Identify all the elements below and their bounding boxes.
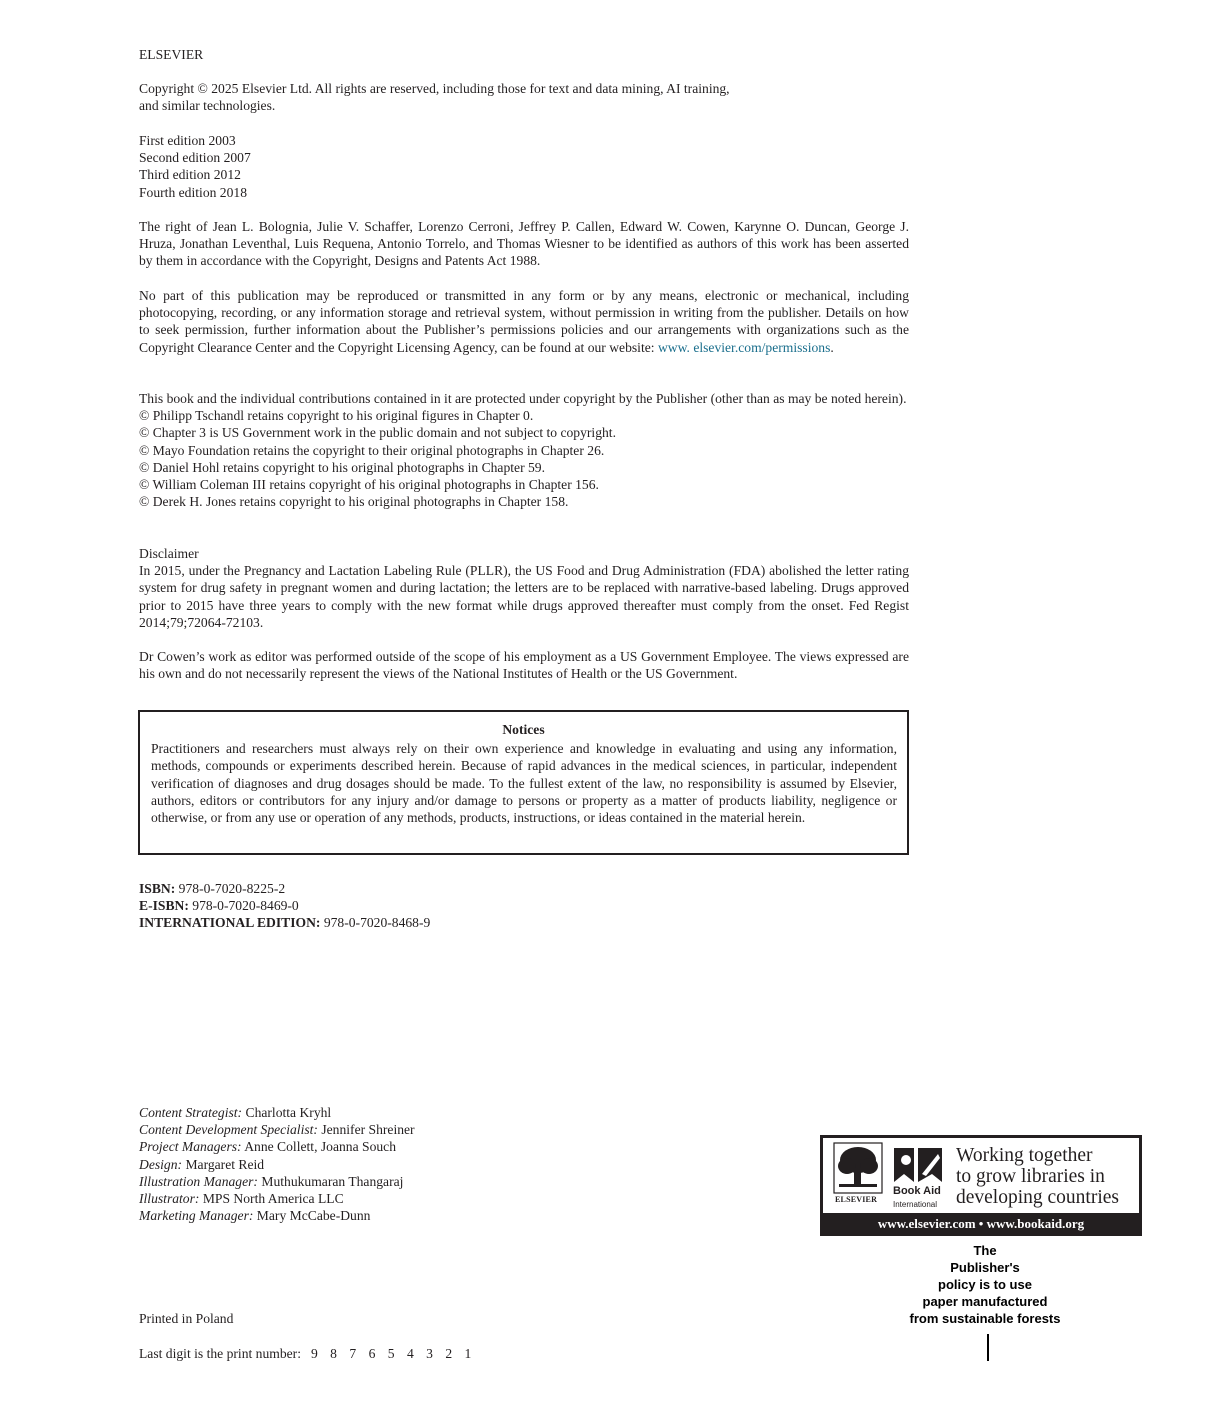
credit-role: Illustrator: <box>139 1191 200 1207</box>
credit-item <box>139 1207 639 1224</box>
credit-role: Marketing Manager: <box>139 1208 254 1224</box>
publisher-name: ELSEVIER <box>139 47 204 62</box>
edition-item: First edition 2003 <box>139 133 236 148</box>
logo-footer-urls: www.elsevier.com • www.bookaid.org <box>877 1216 1085 1231</box>
elsevier-logo-label: ELSEVIER <box>835 1195 878 1204</box>
credit-name: Mary McCabe-Dunn <box>256 1208 371 1224</box>
authors-rights-paragraph: The right of Jean L. Bolognia, Julie V. Schaffer, Lorenzo Cerroni, Jeffrey P. Callen, Edward W. Cowen, Karynne O. Duncan, George J. Hruza, Jonathan Leventhal, Luis Requena, Antonio Torrelo, and Thomas Wiesner to be identified as authors of this work has been asserted by them in accordance with the Copyright, Designs and Patents Act 1988. <box>139 219 909 269</box>
credit-item <box>139 1138 639 1155</box>
credit-item <box>139 1121 639 1138</box>
policy-line: Publisher's <box>950 1260 1020 1275</box>
credit-item <box>139 1190 639 1207</box>
permissions-paragraph <box>139 287 909 356</box>
edition-item: Third edition 2012 <box>139 167 241 183</box>
policy-divider <box>987 1334 989 1361</box>
credit-item <box>139 1173 639 1190</box>
isbn-item <box>139 880 909 897</box>
copyright-line: and similar technologies. <box>139 98 276 114</box>
isbn-value: 978-0-7020-8225-2 <box>178 881 286 896</box>
book-aid-icon <box>892 1144 944 1184</box>
notices-title: Notices <box>502 722 545 737</box>
notices-text: Practitioners and researchers must always rely on their own experience and knowledge in evaluating and using any information, methods, compounds or experiments described herein. Because of rapid advances in the medical sciences, in particular, independent verification of diagnoses and drug dosages should be made. To the fullest extent of the law, no responsibility is assumed by Elsevier, authors, editors or contributors for any injury and/or damage to persons or property as a matter of products liability, negligence or otherwise, or from any use or operation of any methods, products, instructions, or ideas contained in the material herein. <box>151 741 897 826</box>
book-aid-logo <box>820 1135 1142 1236</box>
copyright-holder-item: © Chapter 3 is US Government work in the public domain and not subject to copyright. <box>139 425 616 441</box>
isbn-item <box>139 897 909 914</box>
copyright-holder-item: © Derek H. Jones retains copyright to his original photographs in Chapter 158. <box>139 494 569 510</box>
cowen-paragraph: Dr Cowen’s work as editor was performed outside of the scope of his employment as a US Government Employee. The views expressed are his own and do not necessarily represent the views of the National Institutes of Health or the US Government. <box>139 649 909 682</box>
credit-name: MPS North America LLC <box>202 1191 344 1207</box>
credit-role: Content Strategist: <box>139 1105 243 1120</box>
tagline-line: to grow libraries in <box>956 1166 1105 1187</box>
policy-line: from sustainable forests <box>909 1311 1061 1326</box>
disclaimer-section <box>139 545 909 631</box>
isbn-item <box>139 914 909 931</box>
permissions-link[interactable]: www. elsevier.com/permissions <box>657 339 831 355</box>
policy-line: paper manufactured <box>922 1294 1048 1309</box>
notices-box <box>138 710 909 855</box>
print-number-label: Last digit is the print number: <box>139 1346 301 1361</box>
copyright-holder-item: © Daniel Hohl retains copyright to his original photographs in Chapter 59. <box>139 459 545 475</box>
isbn-label: E-ISBN: <box>139 898 189 914</box>
copyright-holder-item: © Philipp Tschandl retains copyright to his original figures in Chapter 0. <box>139 408 534 424</box>
isbn-value: 978-0-7020-8469-0 <box>192 898 299 914</box>
edition-item: Second edition 2007 <box>139 150 251 166</box>
credit-name: Anne Collett, Joanna Souch <box>244 1139 396 1155</box>
copyright-notice <box>139 80 909 114</box>
credit-role: Project Managers: <box>139 1139 242 1155</box>
disclaimer-heading: Disclaimer <box>139 546 199 561</box>
copyright-holder-item: © William Coleman III retains copyright of his original photographs in Chapter 156. <box>139 477 599 493</box>
credit-role: Content Development Specialist: <box>139 1122 318 1138</box>
edition-item: Fourth edition 2018 <box>139 184 247 200</box>
isbn-value: 978-0-7020-8468-9 <box>323 915 431 931</box>
tagline-line: Working together <box>956 1145 1093 1166</box>
production-credits <box>139 1104 639 1224</box>
credit-name: Jennifer Shreiner <box>321 1122 415 1138</box>
book-aid-sublabel: International <box>893 1200 938 1209</box>
credit-item <box>139 1156 639 1173</box>
print-number-line <box>139 1345 639 1362</box>
copyright-holder-item: © Mayo Foundation retains the copyright to their original photographs in Chapter 26. <box>139 442 605 458</box>
isbn-label: ISBN: <box>139 881 176 896</box>
credit-name: Margaret Reid <box>185 1156 265 1172</box>
printed-in: Printed in Poland <box>139 1311 234 1326</box>
credit-role: Illustration Manager: <box>139 1173 258 1189</box>
book-aid-label: Book Aid <box>893 1185 941 1197</box>
logo-tagline <box>956 1145 1119 1208</box>
isbn-label: INTERNATIONAL EDITION: <box>139 915 321 931</box>
elsevier-tree-icon <box>833 1142 883 1194</box>
credit-name: Muthukumaran Thangaraj <box>261 1173 404 1189</box>
print-digits: 9 8 7 6 5 4 3 2 1 <box>310 1346 472 1361</box>
disclaimer-text: In 2015, under the Pregnancy and Lactation Labeling Rule (PLLR), the US Food and Drug Administration (FDA) abolished the letter rating system for drug safety in pregnant women and during lactation; the letters are to be replaced with narrative-based labeling. Drugs approved prior to 2015 have three years to comply with the new format while drugs approved thereafter must comply from the onset. Fed Regist 2014;79;72064-72103. <box>139 563 909 630</box>
protection-section <box>139 390 909 510</box>
policy-line: policy is to use <box>938 1277 1032 1292</box>
credit-name: Charlotta Kryhl <box>245 1105 332 1120</box>
copyright-line: Copyright © 2025 Elsevier Ltd. All rights are reserved, including those for text and data mining, AI training, <box>139 81 730 96</box>
isbn-list <box>139 880 909 932</box>
credit-item <box>139 1104 639 1121</box>
credit-role: Design: <box>139 1156 183 1172</box>
permissions-text: No part of this publication may be reproduced or transmitted in any form or by any means, electronic or mechanical, including photocopying, recording, or any information storage and retrieval system, without permission in writing from the publisher. Details on how to seek permission, further information about the Publisher’s permissions policies and our arrangements with organizations such as the Copyright Clearance Center and the Copyright Licensing Agency, can be found at our website: <box>139 288 909 355</box>
paper-policy-note <box>880 1242 1090 1327</box>
protection-paragraph: This book and the individual contributions contained in it are protected under copyright by the Publisher (other than as may be noted herein). <box>139 391 907 406</box>
policy-line: The <box>973 1243 997 1258</box>
permissions-period: . <box>830 339 834 355</box>
edition-history <box>139 132 909 201</box>
tagline-line: developing countries <box>956 1187 1119 1208</box>
logo-panel <box>823 1138 1139 1213</box>
